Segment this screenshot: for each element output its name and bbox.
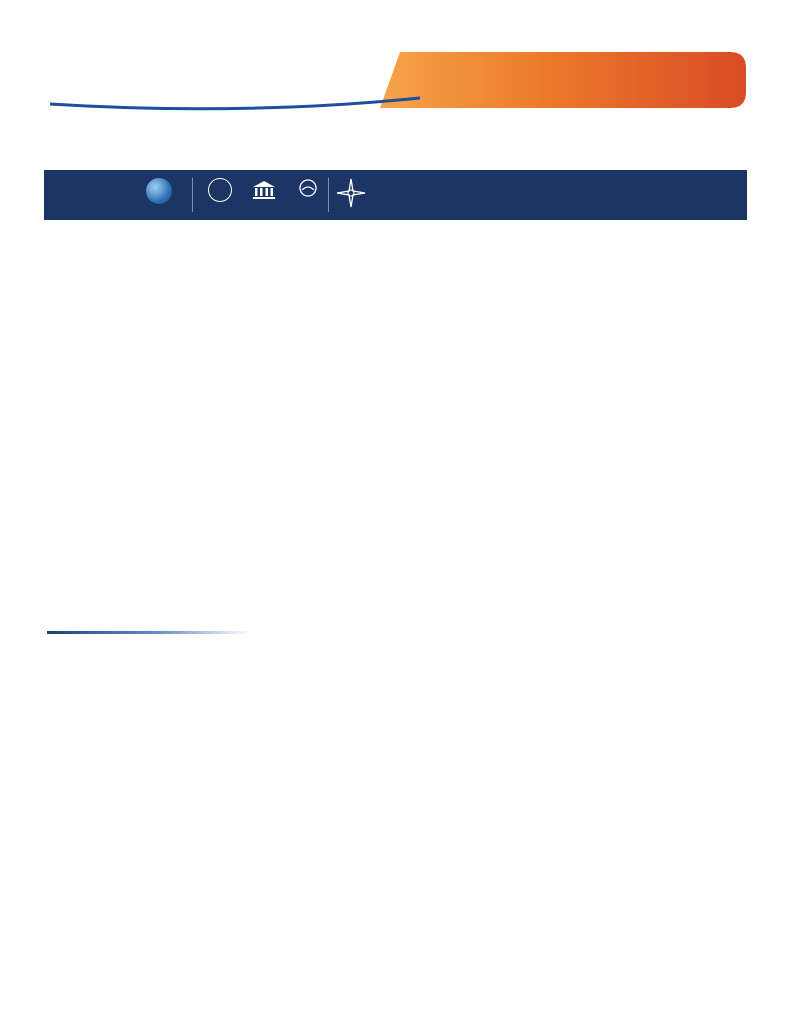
- map-panel-cfsr: [497, 305, 712, 510]
- icsu-compass-icon: [336, 178, 366, 208]
- masthead: [40, 46, 746, 114]
- map-aphrodite: [35, 305, 250, 510]
- map-panel-trmm: [267, 305, 482, 510]
- inside-rule: [47, 631, 252, 634]
- unesco-temple-icon: [252, 180, 276, 200]
- ioc-emblem-icon: [298, 178, 318, 202]
- precipitation-maps-figure: [35, 305, 755, 515]
- map-panel-aphrodite: [35, 305, 250, 510]
- partners-bar: [44, 170, 747, 220]
- map-trmm: [267, 305, 482, 510]
- masthead-banner: [40, 46, 746, 114]
- divider: [328, 178, 329, 212]
- wmo-emblem-icon: [208, 178, 232, 202]
- map-cfsr: [497, 305, 712, 510]
- globe-icon: [146, 178, 172, 204]
- colorbar: [725, 305, 755, 515]
- divider: [192, 178, 193, 212]
